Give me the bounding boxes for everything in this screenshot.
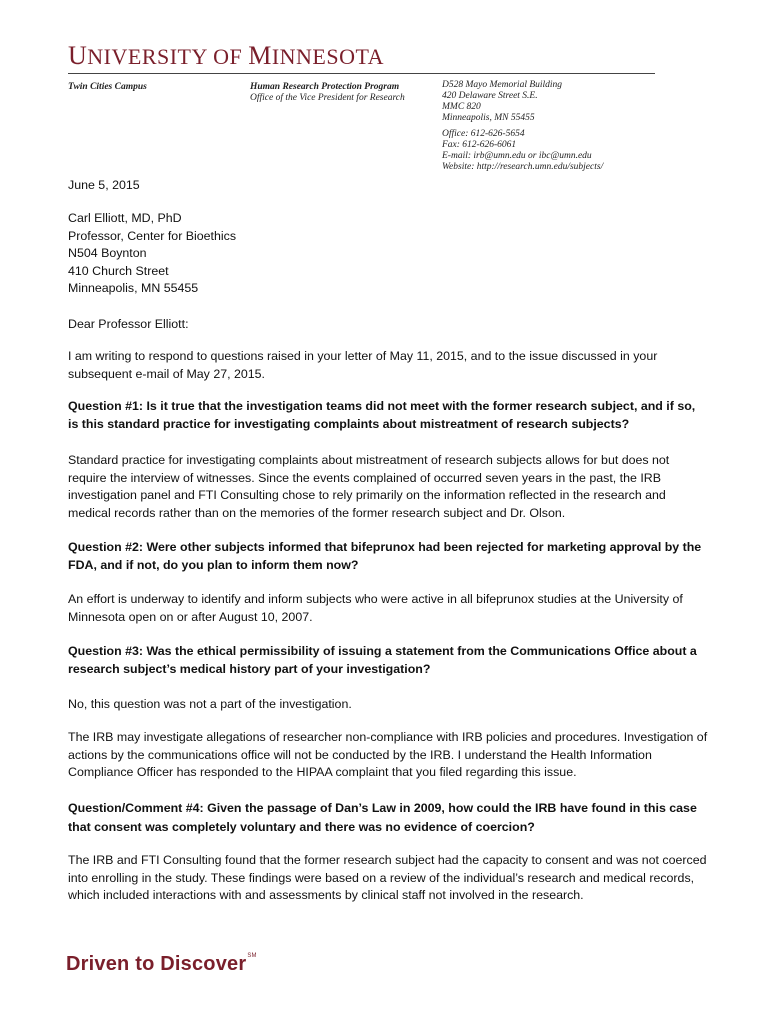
footer-tagline [66, 953, 257, 976]
office-name: Office of the Vice President for Research [250, 93, 405, 103]
university-name [68, 41, 384, 71]
address-line: Minneapolis, MN 55455 [442, 113, 535, 123]
address-line: MMC 820 [442, 102, 481, 112]
contact-website: Website: http://research.umn.edu/subjects/ [442, 162, 604, 172]
question-2: Question #2: Were other subjects informed that bifeprunox had been rejected for marketing approval by the FDA, and if not, do you plan to inform them now? [68, 540, 702, 572]
program-block [250, 82, 405, 104]
question-1: Question #1: Is it true that the investigation teams did not meet with the former research subject, and if so, is this standard practice for investigating complaints about mistreatment of research subjects? [68, 399, 696, 431]
question-4: Question/Comment #4: Given the passage of Dan’s Law in 2009, how could the IRB have found in this case that consent was completely voluntary and there was no evidence of coercion? [68, 801, 697, 834]
recipient-line: Carl Elliott, MD, PhD [68, 211, 182, 225]
address-block [442, 80, 562, 124]
recipient-block [68, 210, 708, 298]
recipient-line: Minneapolis, MN 55455 [68, 281, 199, 295]
tagline-text: Driven to Discover [66, 953, 247, 975]
question-3: Question #3: Was the ethical permissibility of issuing a statement from the Communications Office about a research subject’s medical history part of your investigation? [68, 644, 697, 676]
answer-3a: No, this question was not a part of the investigation. [68, 697, 352, 711]
letter-date: June 5, 2015 [68, 178, 140, 192]
recipient-line: N504 Boynton [68, 246, 147, 260]
service-mark: SM [247, 953, 257, 959]
logo-text-innesota: INNESOTA [271, 44, 385, 69]
program-name: Human Research Protection Program [250, 82, 400, 92]
salutation: Dear Professor Elliott: [68, 317, 189, 331]
address-line: D528 Mayo Memorial Building [442, 80, 563, 90]
contact-block [442, 129, 603, 173]
campus-name: Twin Cities Campus [68, 82, 147, 92]
answer-1: Standard practice for investigating complaints about mistreatment of research subjects allows for but does not require the interview of witnesses. Since the events complained of occurred seven years in the past, the IRB investigation panel and FTI Consulting chose to rely primarily on the information reflected in the research and medical records rather than on the memories of the former research subject and Dr. Olson. [68, 453, 670, 520]
intro-paragraph: I am writing to respond to questions raised in your letter of May 11, 2015, and to the issue discussed in your subsequent e-mail of May 27, 2015. [68, 349, 658, 381]
logo-letter-m: M [248, 41, 272, 70]
answer-4: The IRB and FTI Consulting found that the former research subject had the capacity to consent and was not coerced into enrolling in the study. These findings were based on a review of the individual’s research and medical records, which included interactions with and assessments by clinical staff not involved in the research. [68, 853, 707, 902]
contact-email: E-mail: irb@umn.edu or ibc@umn.edu [442, 151, 592, 161]
recipient-line: Professor, Center for Bioethics [68, 228, 237, 243]
logo-text-niversity: NIVERSITY OF [87, 44, 249, 69]
answer-2: An effort is underway to identify and inform subjects who were active in all bifeprunox studies at the University of Minnesota open on or after August 10, 2007. [68, 592, 683, 624]
header-divider [68, 73, 655, 74]
logo-letter-u: U [68, 41, 88, 70]
contact-phone: Office: 612-626-5654 [442, 129, 525, 139]
answer-3b: The IRB may investigate allegations of researcher non-compliance with IRB policies and procedures. Investigation of actions by the communications office will not be conducted by the IRB. I understand the Health Information Compliance Officer has responded to the HIPAA complaint that you filed regarding this issue. [68, 730, 708, 779]
recipient-line: 410 Church Street [68, 263, 169, 278]
contact-fax: Fax: 612-626-6061 [442, 140, 517, 150]
address-line: 420 Delaware Street S.E. [442, 91, 538, 101]
